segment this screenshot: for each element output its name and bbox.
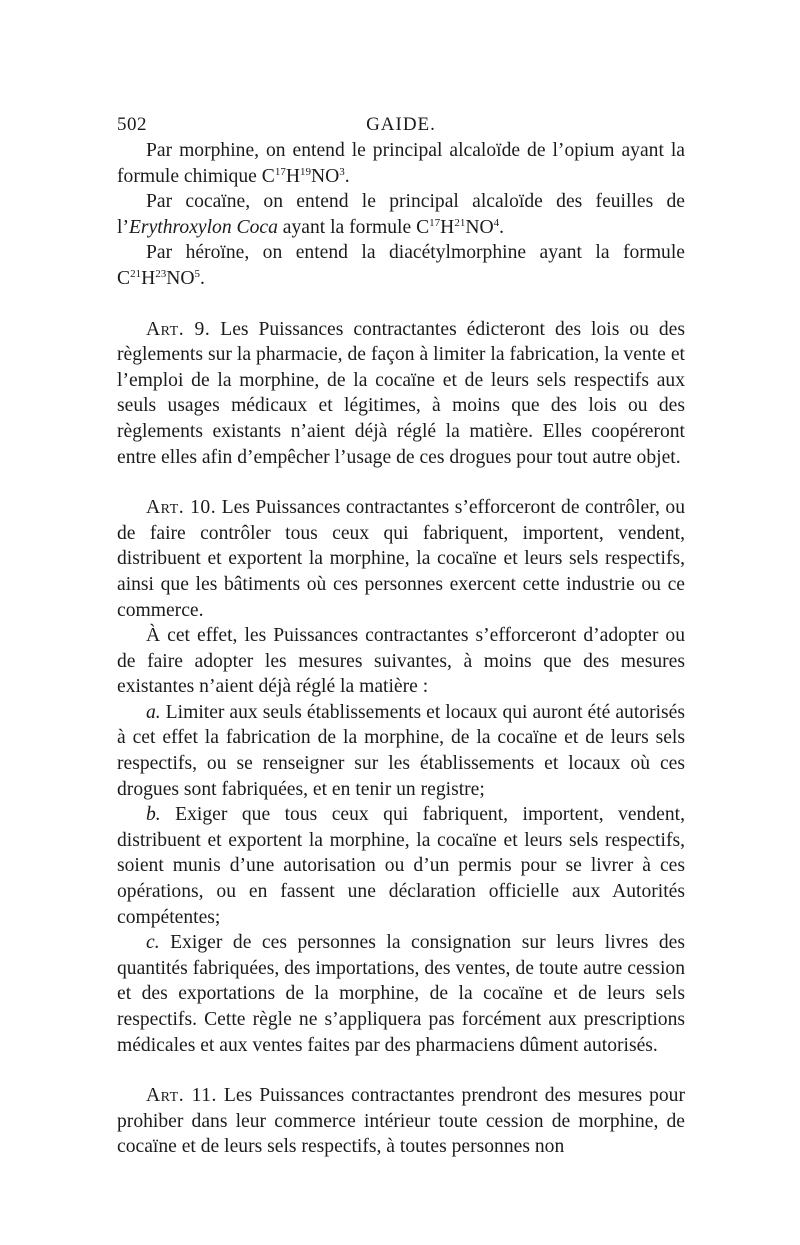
article-11: Art. 11. Les Puissances contractantes prendront des mesures pour prohiber dans leur commerce intérieur toute cession de morphine, de cocaïne et de leurs sels respectifs, à toutes personnes non (117, 1085, 686, 1158)
page-number: 502 (117, 114, 147, 135)
running-title: GAIDE. (366, 114, 436, 135)
definition-cocaine: Par cocaïne, on entend le principal alcaloïde des feuilles de l’Erythroxylon Coca ayant la formule $C^{17}H^{21}NO^4$. (117, 191, 685, 238)
article-10-item-b: b. Exiger que tous ceux qui fabriquent, importent, vendent, distribuent et exportent la morphine, la cocaïne et leurs sels respectifs, soient munis d’une autorisation ou d’un permis pour se livrer à ces opérations, ou en fassent une déclaration officielle aux Autorités compétentes; (117, 804, 685, 928)
definition-heroine: Par héroïne, on entend la diacétylmorphine ayant la formule $C^{21}H^{23}NO^5$. (117, 242, 685, 289)
body-text (117, 138, 685, 1160)
page-header (117, 108, 685, 138)
article-10-paragraph-2: À cet effet, les Puissances contractantes s’efforceront d’adopter ou de faire adopter les mesures suivantes, à moins que des mesures existantes n’aient déjà réglé la matière : (117, 625, 685, 698)
article-10: Art. 10. Les Puissances contractantes s’efforceront de contrôler, ou de faire contrôler tous ceux qui fabriquent, importent, vendent, distribuent et exportent la morphine, la cocaïne et leurs sels respectifs, ainsi que les bâtiments où ces personnes exercent cette industrie ou ce commerce. (117, 497, 685, 621)
article-9-label: Art. 9. (146, 318, 211, 340)
definition-morphine: Par morphine, on entend le principal alcaloïde de l’opium ayant la formule chimique $C^{17}H^{19}NO^3$. (117, 140, 685, 187)
article-9: Art. 9. Les Puissances contractantes édicteront des lois ou des règlements sur la pharmacie, de façon à limiter la fabrication, la vente et l’emploi de la morphine, de la cocaïne et de leurs sels respectifs aux seuls usages médicaux et légitimes, à moins que des lois ou des règlements existants n’aient déjà réglé la matière. Elles coopéreront entre elles afin d’empêcher l’usage de ces drogues pour tout autre objet. (117, 318, 685, 468)
article-10-item-a: a. Limiter aux seuls établissements et locaux qui auront été autorisés à cet effet la fabrication de la morphine, de la cocaïne et de leurs sels respectifs, ou se renseigner sur les établissements et locaux où ces drogues sont fabriquées, et en tenir un registre; (117, 701, 685, 800)
article-10-item-c: c. Exiger de ces personnes la consignation sur leurs livres des quantités fabriquées, des importations, des ventes, de toute autre cession et des exportations de la morphine, de la cocaïne et de leurs sels respectifs. Cette règle ne s’appliquera pas forcément aux prescriptions médicales et aux ventes faites par des pharmaciens dûment autorisés. (117, 932, 685, 1056)
article-11-label: Art. 11. (146, 1085, 217, 1107)
document-page (117, 108, 685, 1160)
article-10-label: Art. 10. (146, 497, 217, 519)
